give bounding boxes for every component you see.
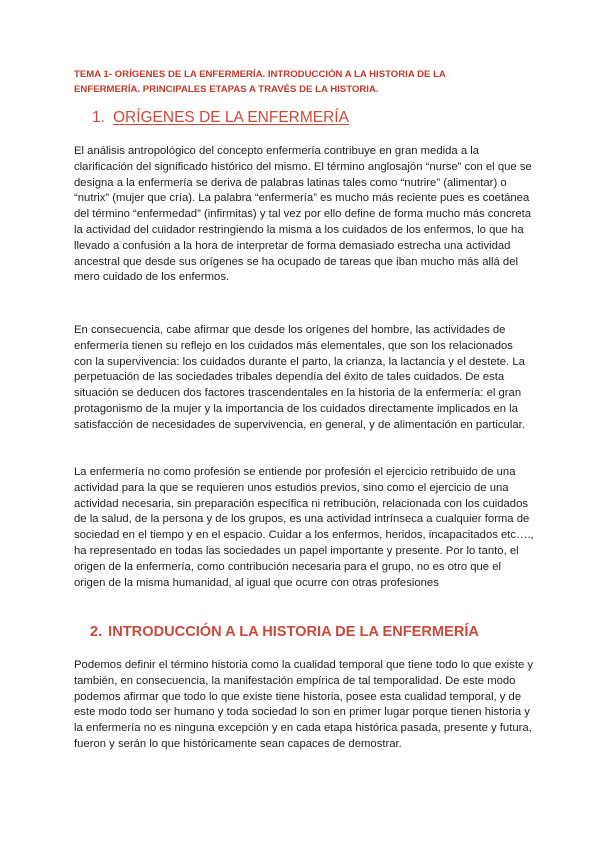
section-2-paragraph-1: Podemos definir el término historia como la cualidad temporal que tiene todo lo que existe y también, en consecuencia, la manifestación empírica de tal temporalidad. De este modo podemos afirmar que todo lo que existe tiene historia, posee esta cualidad temporal, y de este modo todo ser humano y toda sociedad lo son en primer lugar porque tienen historia y la enfermería no es ninguna excepción y en cada etapa histórica pasada, presente y futura, fueron y serán lo que históricamente sean capaces de demostrar. (74, 659, 534, 750)
section-1-paragraph-2: En consecuencia, cabe afirmar que desde los orígenes del hombre, las actividades de enfermería tienen su reflejo en los cuidados más elementales, que son los relacionados con la supervivencia: los cuidados durante el parto, la crianza, la lactancia y el destete. La perpetuación de las sociedades tribales dependía del éxito de tales cuidados. De esta situación se deducen dos factores trascendentales en la historia de la enfermería: el gran protagonismo de la mujer y la importancia de los cuidados directamente implicados en la satisfacción de necesidades de supervivencia, en general, y de alimentación en particular. (74, 324, 525, 431)
section-2-number: 2. (90, 624, 103, 640)
section-1-number: 1. (92, 109, 105, 126)
section-2-heading (90, 624, 479, 640)
section-1-paragraph-1: El análisis antropológico del concepto enfermería contribuye en gran medida a la clarificación del significado histórico del mismo. El término anglosajón “nurse” con el que se designa a la enfermería se deriva de palabras latinas tales como “nutrire” (alimentar) o “nutrix” (mujer que cría). La palabra “enfermería” es mucho más reciente pues es coetánea del término “enfermedad” (infirmitas) y tal vez por ello define de forma mucho más concreta la actividad del cuidador restringiendo la misma a los cuidados de los enfermos, lo que ha llevado a confusión a la hora de interpretar de forma demasiado estrecha una actividad ancestral que desde sus orígenes se ha ocupado de tareas que iban mucho más allá del mero cuidado de los enfermos. (74, 145, 532, 284)
section-1-title: ORÍGENES DE LA ENFERMERÍA (112, 109, 349, 126)
section-1-heading (92, 109, 349, 127)
section-1-paragraph-3: La enfermería no como profesión se entiende por profesión el ejercicio retribuido de una actividad para la que se requieren unos estudios previos, sino como el ejercicio de una actividad necesaria, sin preparación específica ni retribución, relacionada con los cuidados de la salud, de la persona y de los grupos, es una actividad intrínseca a cualquier forma de sociedad en el tiempo y en el espacio. Cuidar a los enfermos, heridos, incapacitados etc…., ha representado en todas las sociedades un papel importante y presente. Por lo tanto, el origen de la enfermería, como contribución necesaria para el grupo, no es otro que el origen de la misma humanidad, al igual que ocurre con otras profesiones (74, 466, 534, 589)
section-2-title: INTRODUCCIÓN A LA HISTORIA DE LA ENFERMERÍA (108, 624, 479, 640)
topic-title: TEMA 1- ORÍGENES DE LA ENFERMERÍA. INTRODUCCIÓN A LA HISTORIA DE LA ENFERMERÍA. PRINCIPALES ETAPAS A TRAVÉS DE LA HISTORIA. (74, 69, 446, 95)
